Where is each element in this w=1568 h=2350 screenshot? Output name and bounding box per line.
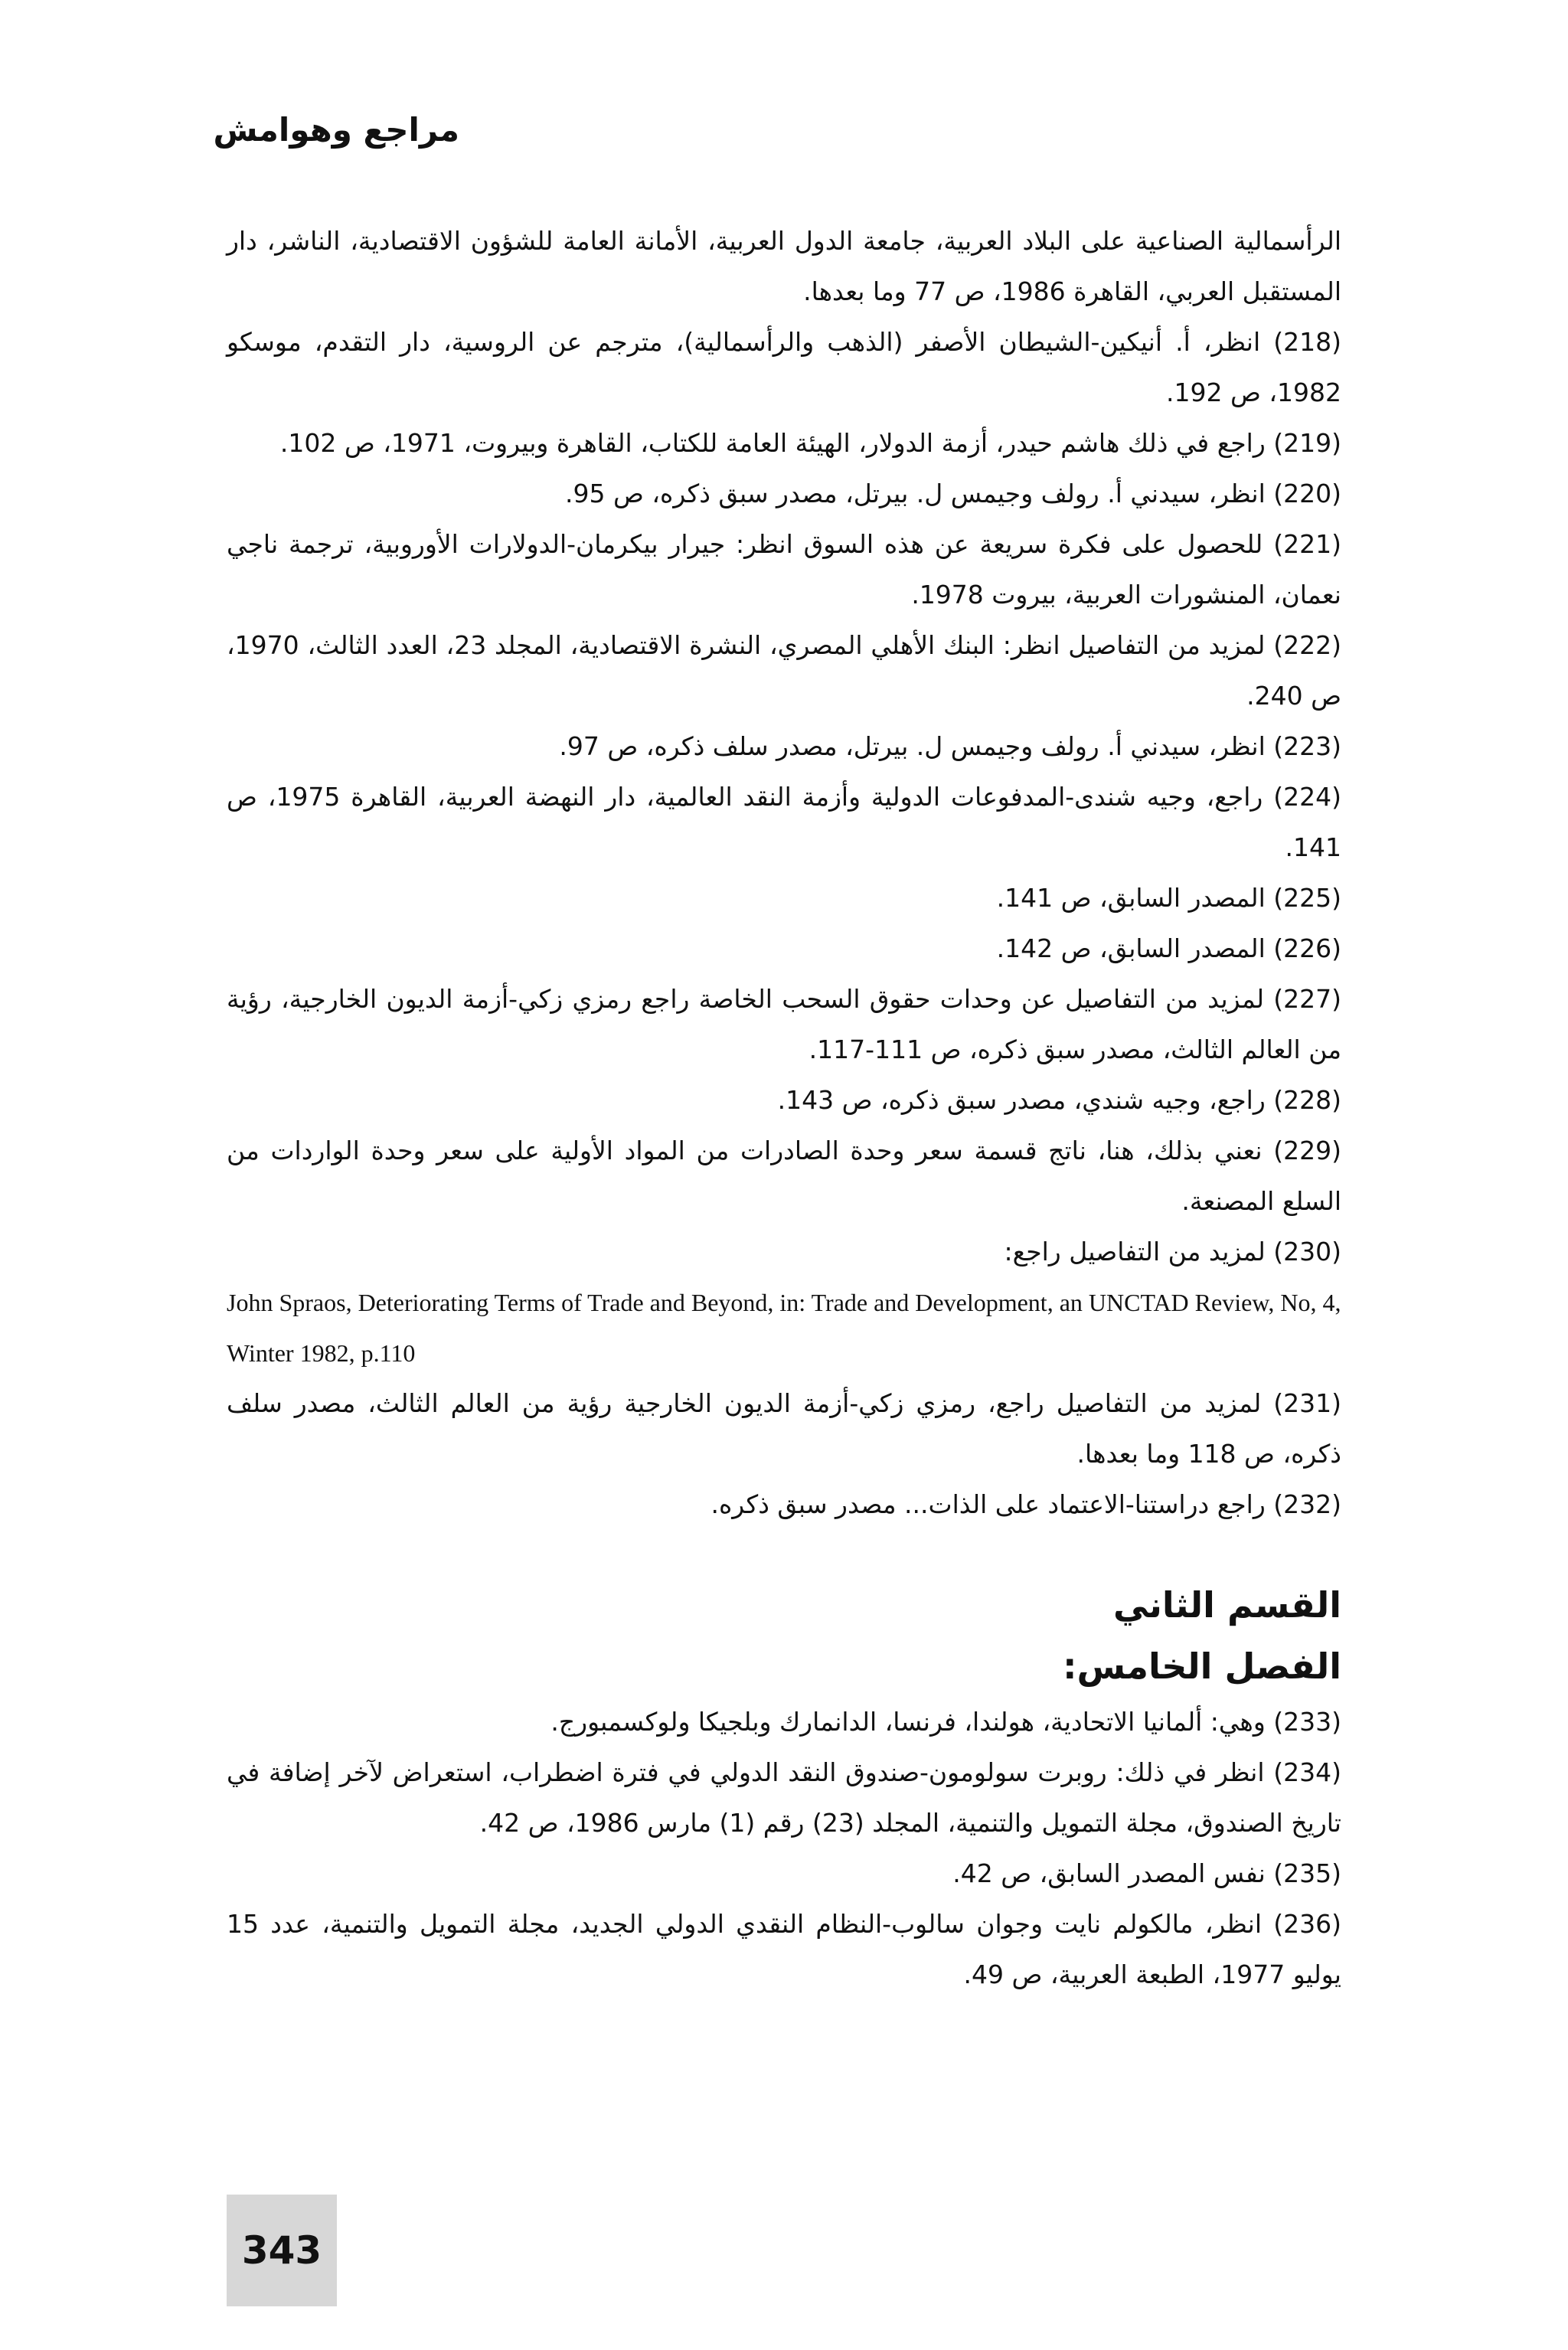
page-number: 343: [241, 2228, 322, 2273]
footnote-233: (233) وهي: ألمانيا الاتحادية، هولندا، فرنسا، الدانمارك وبلجيكا ولوكسمبورج.: [550, 1707, 1341, 1737]
chapter-heading: الفصل الخامس:: [1063, 1646, 1341, 1687]
footnote-223: (223) انظر، سيدني أ. رولف وجيمس ل. بيرتل، مصدر سلف ذكره، ص 97.: [559, 731, 1341, 761]
footnote-235: (235) نفس المصدر السابق، ص 42.: [952, 1858, 1341, 1888]
footnote-continuation: الرأسمالية الصناعية على البلاد العربية، جامعة الدول العربية، الأمانة العامة للشؤون الاقتصادية، الناشر، دار المستقبل العربي، القاهرة 1986، ص 77 وما بعدها.: [227, 226, 1341, 306]
footnote-232: (232) راجع دراستنا-الاعتماد على الذات... مصدر سبق ذكره.: [710, 1489, 1341, 1519]
footnote-221: (221) للحصول على فكرة سريعة عن هذه السوق انظر: جيرار بيكرمان-الدولارات الأوروبية، ترجمة ناجي نعمان، المنشورات العربية، بيروت 1978.: [227, 529, 1341, 610]
footnote-228: (228) راجع، وجيه شندي، مصدر سبق ذكره، ص 143.: [777, 1085, 1341, 1115]
footnote-218: (218) انظر، أ. أنيكين-الشيطان الأصفر (الذهب والرأسمالية)، مترجم عن الروسية، دار التقدم، موسكو 1982، ص 192.: [227, 327, 1341, 407]
footnote-226: (226) المصدر السابق، ص 142.: [996, 933, 1341, 963]
footnote-230: (230) لمزيد من التفاصيل راجع:: [1004, 1237, 1341, 1267]
running-header: مراجع وهوامش: [213, 111, 459, 149]
footnote-231: (231) لمزيد من التفاصيل راجع، رمزي زكي-أزمة الديون الخارجية رؤية من العالم الثالث، مصدر سلف ذكره، ص 118 وما بعدها.: [227, 1388, 1341, 1469]
footnote-230-english-reference: John Spraos, Deteriorating Terms of Trade and Beyond, in: Trade and Development, an UNCTAD Review, No, 4, Winter 1982, p.110: [227, 1289, 1341, 1367]
footnotes-body: [227, 216, 1341, 2000]
footnote-220: (220) انظر، سيدني أ. رولف وجيمس ل. بيرتل، مصدر سبق ذكره، ص 95.: [565, 479, 1341, 508]
footnote-222: (222) لمزيد من التفاصيل انظر: البنك الأهلي المصري، النشرة الاقتصادية، المجلد 23، العدد الثالث، 1970، ص 240.: [227, 630, 1341, 711]
footnote-236: (236) انظر، مالكولم نايت وجوان سالوب-النظام النقدي الدولي الجديد، مجلة التمويل والتنمية، عدد 15 يوليو 1977، الطبعة العربية، ص 49.: [227, 1909, 1341, 1989]
footnote-224: (224) راجع، وجيه شندى-المدفوعات الدولية وأزمة النقد العالمية، دار النهضة العربية، القاهرة 1975، ص 141.: [227, 782, 1341, 862]
part-heading: القسم الثاني: [1113, 1584, 1341, 1626]
footnote-229: (229) نعني بذلك، هنا، ناتج قسمة سعر وحدة الصادرات من المواد الأولية على سعر وحدة الواردات من السلع المصنعة.: [227, 1136, 1341, 1216]
page-number-box: [227, 2195, 337, 2306]
footnote-227: (227) لمزيد من التفاصيل عن وحدات حقوق السحب الخاصة راجع رمزي زكي-أزمة الديون الخارجية، رؤية من العالم الثالث، مصدر سبق ذكره، ص 111-117.: [227, 984, 1341, 1064]
section-headings: [227, 1574, 1341, 1697]
footnote-225: (225) المصدر السابق، ص 141.: [996, 883, 1341, 913]
footnote-234: (234) انظر في ذلك: روبرت سولومون-صندوق النقد الدولي في فترة اضطراب، استعراض لآخر إضافة في تاريخ الصندوق، مجلة التمويل والتنمية، المجلد (23) رقم (1) مارس 1986، ص 42.: [227, 1757, 1341, 1838]
footnote-219: (219) راجع في ذلك هاشم حيدر، أزمة الدولار، الهيئة العامة للكتاب، القاهرة وبيروت، 1971، ص 102.: [279, 428, 1341, 458]
